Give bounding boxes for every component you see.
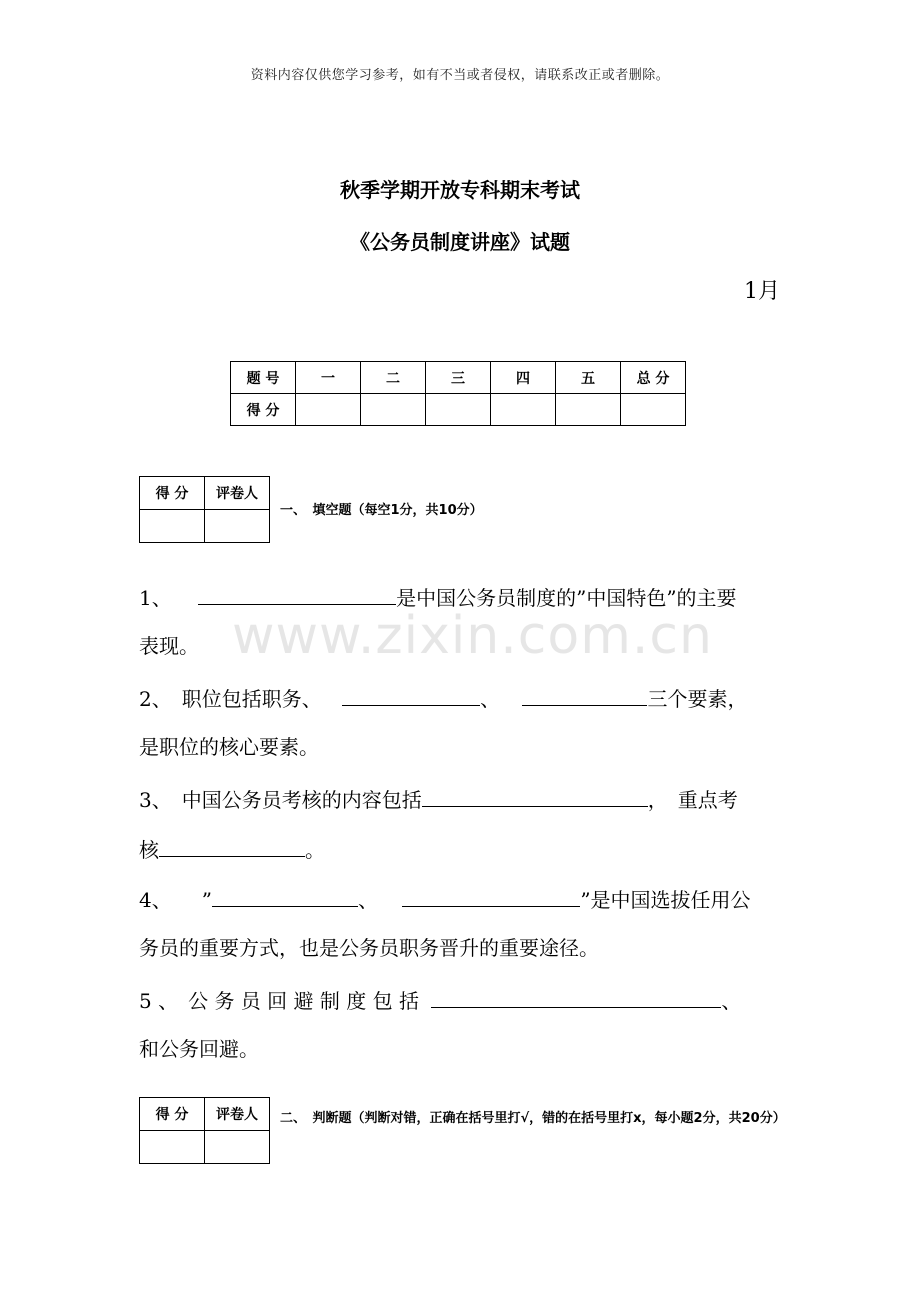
score-cell <box>140 1131 205 1164</box>
question-4-line1 <box>139 886 751 912</box>
answer-blank[interactable] <box>522 685 647 706</box>
question-2-line2: 是职位的核心要素。 <box>139 735 319 759</box>
exam-subtitle: 《公务员制度讲座》试题 <box>350 230 570 254</box>
question-text: 核 <box>139 838 159 862</box>
header-cell: 二 <box>361 362 426 394</box>
score-label: 得 分 <box>140 477 205 510</box>
watermark: www.zixin.com.cn <box>232 606 713 666</box>
answer-blank[interactable] <box>342 685 480 706</box>
question-number: 1、 <box>139 586 172 610</box>
score-label: 得 分 <box>140 1098 205 1131</box>
question-5-line2: 和公务回避。 <box>139 1037 259 1061</box>
question-text: 、 <box>480 687 501 711</box>
question-2-line1 <box>139 685 747 711</box>
header-cell: 四 <box>491 362 556 394</box>
score-table-header-row <box>231 362 686 394</box>
grader-label: 评卷人 <box>205 1098 270 1131</box>
score-table <box>230 361 686 426</box>
question-4-line2: 务员的重要方式，也是公务员职务晋升的重要途径。 <box>139 936 599 960</box>
grader-cell <box>205 1131 270 1164</box>
question-text: 、 <box>721 989 742 1013</box>
answer-blank[interactable] <box>422 786 648 807</box>
score-cell <box>296 394 361 426</box>
section2-heading: 二、 判断题（判断对错，正确在括号里打√，错的在括号里打x，每小题2分，共20分） <box>280 1111 786 1126</box>
question-text: 、 <box>357 888 378 912</box>
header-cell: 三 <box>426 362 491 394</box>
header-cell: 一 <box>296 362 361 394</box>
question-3-line2 <box>139 836 325 862</box>
score-cell <box>361 394 426 426</box>
score-cell <box>140 510 205 543</box>
question-text: ， 重点考 <box>647 788 738 812</box>
grader-label: 评卷人 <box>205 477 270 510</box>
score-cell <box>491 394 556 426</box>
score-cell <box>621 394 686 426</box>
disclaimer: 资料内容仅供您学习参考，如有不当或者侵权，请联系改正或者删除。 <box>250 68 670 83</box>
header-cell: 五 <box>556 362 621 394</box>
question-5-line1 <box>139 987 741 1013</box>
question-text: 5 、 公 务 员 回 避 制 度 包 括 <box>139 989 419 1013</box>
question-text: 。 <box>305 838 325 862</box>
answer-blank[interactable] <box>402 886 580 907</box>
grader-cell <box>205 510 270 543</box>
question-1-line2: 表现。 <box>139 634 199 658</box>
question-text: 三个要素， <box>647 687 748 711</box>
section1-grader-table <box>139 476 270 543</box>
section2-grader-table <box>139 1097 270 1164</box>
header-cell: 题 号 <box>231 362 296 394</box>
question-text: 2、 职位包括职务、 <box>139 687 322 711</box>
answer-blank[interactable] <box>198 584 396 605</box>
answer-blank[interactable] <box>159 836 305 857</box>
section1-heading: 一、 填空题（每空1分，共10分） <box>280 503 483 518</box>
question-text: ”是中国选拔任用公 <box>580 888 751 912</box>
question-text: 是中国公务员制度的”中国特色”的主要 <box>396 586 737 610</box>
question-text: 4、 ” <box>139 888 212 912</box>
question-text: 3、 中国公务员考核的内容包括 <box>139 788 422 812</box>
exam-title: 秋季学期开放专科期末考试 <box>340 178 580 202</box>
header-cell: 总 分 <box>621 362 686 394</box>
row-label: 得 分 <box>231 394 296 426</box>
exam-date: 1月 <box>744 279 780 304</box>
question-3-line1 <box>139 786 738 812</box>
answer-blank[interactable] <box>212 886 358 907</box>
answer-blank[interactable] <box>431 987 721 1008</box>
score-cell <box>556 394 621 426</box>
score-cell <box>426 394 491 426</box>
score-table-score-row <box>231 394 686 426</box>
question-1-line1 <box>139 584 737 610</box>
